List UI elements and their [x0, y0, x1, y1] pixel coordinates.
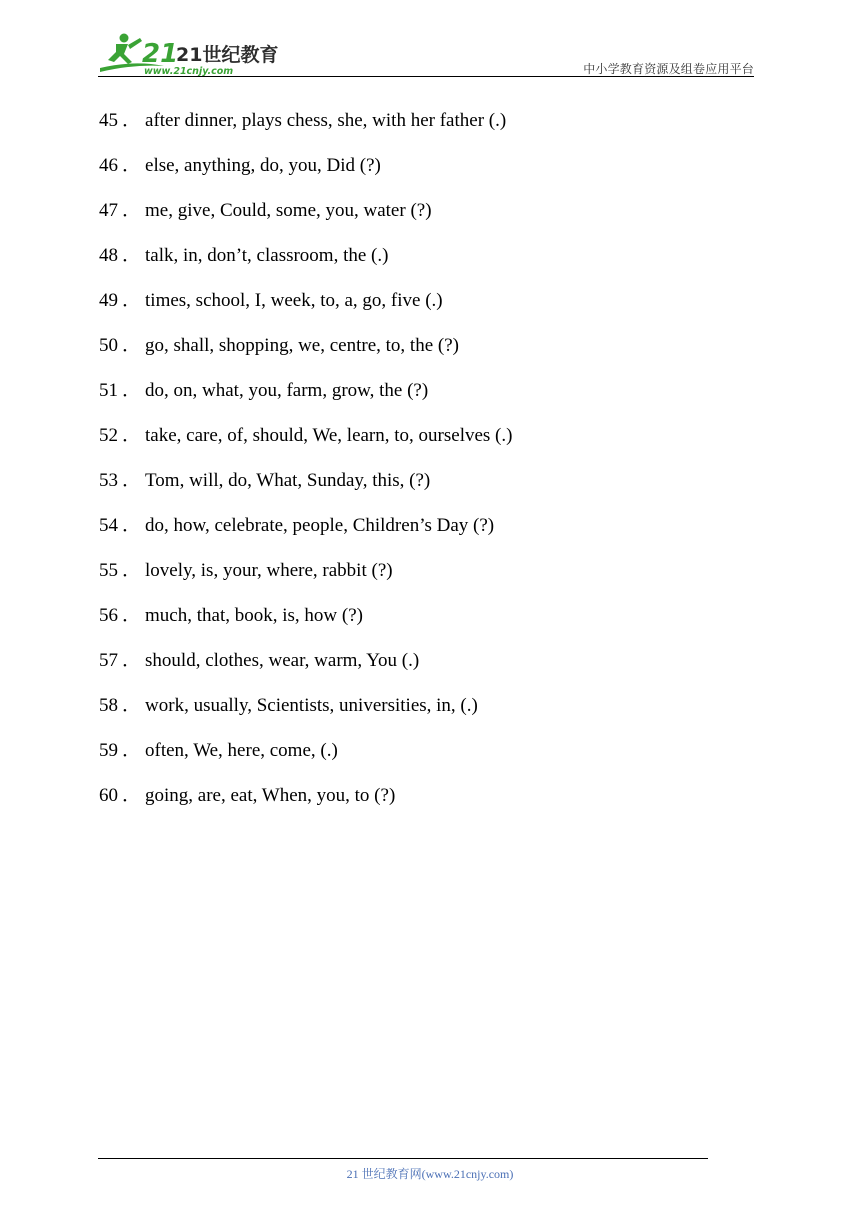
- header-divider: [98, 76, 754, 77]
- site-tagline: 中小学教育资源及组卷应用平台: [583, 62, 754, 76]
- question-number: 46: [99, 155, 118, 176]
- question-item: [99, 603, 512, 648]
- question-number: 54: [99, 515, 118, 536]
- question-separator: ．: [122, 380, 142, 401]
- question-separator: ．: [122, 695, 142, 716]
- question-item: [99, 558, 512, 603]
- question-separator: ．: [122, 200, 142, 221]
- question-item: [99, 108, 512, 153]
- footer-link[interactable]: 21 世纪教育网(www.21cnjy.com): [346, 1167, 514, 1181]
- question-separator: ．: [122, 605, 142, 626]
- question-item: [99, 243, 512, 288]
- question-number: 45: [99, 110, 118, 131]
- question-text: should, clothes, wear, warm, You (.): [145, 650, 420, 671]
- site-logo[interactable]: [94, 32, 279, 78]
- question-number: 55: [99, 560, 118, 581]
- question-text: work, usually, Scientists, universities, in, (.): [145, 695, 478, 716]
- question-number: 47: [99, 200, 118, 221]
- question-text: much, that, book, is, how (?): [145, 605, 363, 626]
- question-separator: ．: [122, 425, 142, 446]
- question-text: talk, in, don’t, classroom, the (.): [145, 245, 389, 266]
- question-text: do, how, celebrate, people, Children’s Day (?): [145, 515, 495, 536]
- question-separator: ．: [122, 515, 142, 536]
- question-separator: ．: [122, 650, 142, 671]
- question-separator: ．: [122, 470, 142, 491]
- question-item: [99, 378, 512, 423]
- logo-runner-icon: [94, 32, 279, 78]
- page-header: [0, 0, 860, 80]
- footer-divider: [98, 1158, 708, 1159]
- question-text: after dinner, plays chess, she, with her father (.): [145, 110, 507, 131]
- question-item: [99, 693, 512, 738]
- question-separator: ．: [122, 785, 142, 806]
- question-separator: ．: [122, 290, 142, 311]
- question-text: me, give, Could, some, you, water (?): [145, 200, 432, 221]
- question-number: 48: [99, 245, 118, 266]
- question-item: [99, 153, 512, 198]
- question-number: 59: [99, 740, 118, 761]
- question-text: take, care, of, should, We, learn, to, ourselves (.): [145, 425, 513, 446]
- question-number: 50: [99, 335, 118, 356]
- question-text: going, are, eat, When, you, to (?): [145, 785, 396, 806]
- question-number: 52: [99, 425, 118, 446]
- question-item: [99, 423, 512, 468]
- logo-text: 21世纪教育: [176, 44, 279, 66]
- question-text: lovely, is, your, where, rabbit (?): [145, 560, 393, 581]
- question-item: [99, 648, 512, 693]
- question-number: 51: [99, 380, 118, 401]
- question-number: 56: [99, 605, 118, 626]
- question-separator: ．: [122, 245, 142, 266]
- question-text: go, shall, shopping, we, centre, to, the (?): [145, 335, 459, 356]
- question-item: [99, 288, 512, 333]
- svg-text:21: 21: [142, 39, 179, 69]
- question-text: Tom, will, do, What, Sunday, this, (?): [145, 470, 431, 491]
- question-item: [99, 468, 512, 513]
- logo-url: www.21cnjy.com: [144, 66, 234, 77]
- question-item: [99, 333, 512, 378]
- question-item: [99, 513, 512, 558]
- question-item: [99, 198, 512, 243]
- question-separator: ．: [122, 740, 142, 761]
- question-number: 58: [99, 695, 118, 716]
- question-number: 57: [99, 650, 118, 671]
- question-text: times, school, I, week, to, a, go, five (.): [145, 290, 443, 311]
- question-text: else, anything, do, you, Did (?): [145, 155, 381, 176]
- question-text: often, We, here, come, (.): [145, 740, 338, 761]
- question-number: 53: [99, 470, 118, 491]
- question-list: [99, 108, 512, 828]
- question-item: [99, 783, 512, 828]
- question-separator: ．: [122, 560, 142, 581]
- question-number: 49: [99, 290, 118, 311]
- question-separator: ．: [122, 110, 142, 131]
- question-separator: ．: [122, 335, 142, 356]
- question-number: 60: [99, 785, 118, 806]
- question-text: do, on, what, you, farm, grow, the (?): [145, 380, 429, 401]
- question-item: [99, 738, 512, 783]
- question-separator: ．: [122, 155, 142, 176]
